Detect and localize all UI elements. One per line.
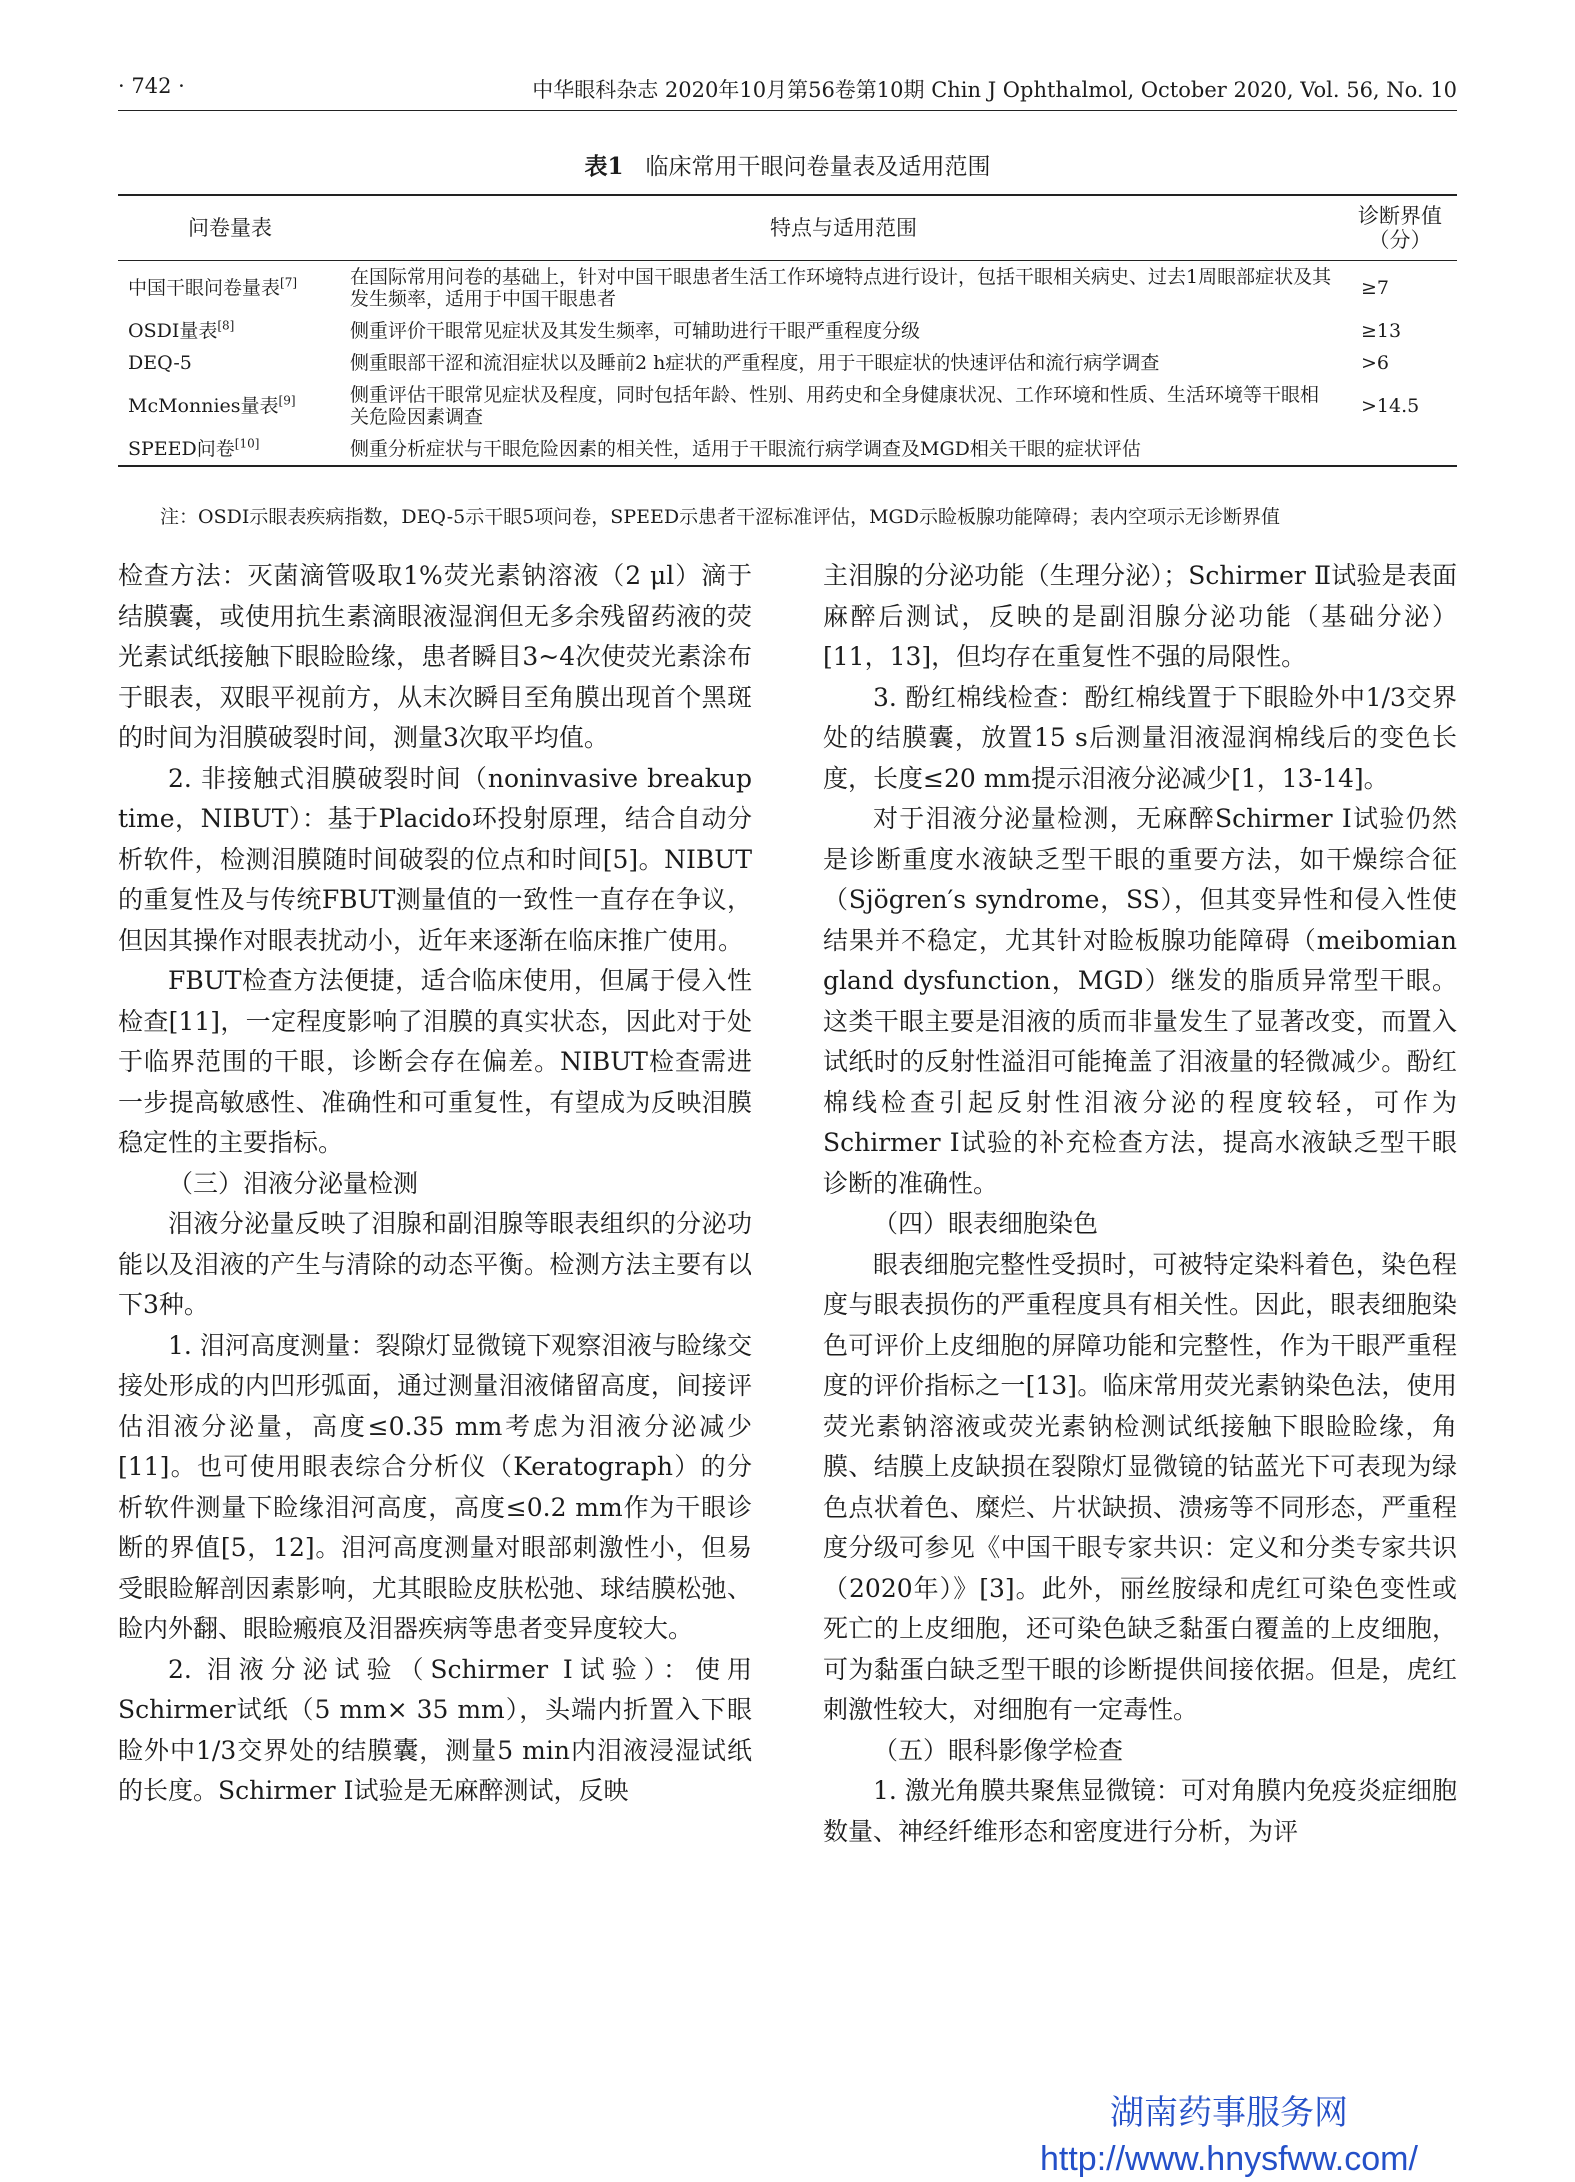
- table-row: [118, 433, 1457, 466]
- body-paragraph: 眼表细胞完整性受损时，可被特定染料着色，染色程度与眼表损伤的严重程度具有相关性。因此，眼表细胞染色可评价上皮细胞的屏障功能和完整性，作为干眼严重程度的评价指标之一[13]。临床常用荧光素钠染色法，使用荧光素钠溶液或荧光素钠检测试纸接触下眼睑睑缘，角膜、结膜上皮缺损在裂隙灯显微镜的钴蓝光下可表现为绿色点状着色、糜烂、片状缺损、溃疡等不同形态，严重程度分级可参见《中国干眼专家共识：定义和分类专家共识（2020年）》[3]。此外，丽丝胺绿和虎红可染色变性或死亡的上皮细胞，还可染色缺乏黏蛋白覆盖的上皮细胞，可为黏蛋白缺乏型干眼的诊断提供间接依据。但是，虎红刺激性较大，对细胞有一定毒性。: [823, 1249, 1457, 1724]
- watermark-url: http://www.hnysfww.com/: [1040, 2140, 1418, 2178]
- journal-citation: 中华眼科杂志 2020年10月第56卷第10期 Chin J Ophthalmol, October 2020, Vol. 56, No. 10: [532, 78, 1457, 102]
- header-cutoff: 诊断界值（分）: [1343, 195, 1457, 261]
- questionnaire-name: [118, 347, 344, 379]
- running-header: [118, 70, 1457, 111]
- header-questionnaire: 问卷量表: [118, 195, 344, 261]
- questionnaire-name: [118, 261, 344, 316]
- table-label: 表1: [584, 153, 624, 180]
- questionnaire-name-text: McMonnies量表: [128, 395, 279, 417]
- page-number: · 742 ·: [118, 74, 185, 98]
- table-title: 临床常用干眼问卷量表及适用范围: [645, 154, 991, 180]
- questionnaire-name: [118, 433, 344, 466]
- body-paragraph: 1. 激光角膜共聚焦显微镜：可对角膜内免疫炎症细胞数量、神经纤维形态和密度进行分析，为评: [823, 1776, 1457, 1846]
- questionnaire-name-text: DEQ-5: [128, 352, 192, 374]
- questionnaire-description: 侧重评估干眼常见症状及程度，同时包括年龄、性别、用药史和全身健康状况、工作环境和性质、生活环境等干眼相关危险因素调查: [350, 384, 1320, 428]
- table-row: [118, 347, 1457, 379]
- citation-ref: [9]: [278, 393, 296, 408]
- left-column: [118, 556, 752, 1812]
- questionnaire-description: 侧重眼部干涩和流泪症状以及睡前2 h症状的严重程度，用于干眼症状的快速评估和流行病学调查: [350, 352, 1160, 374]
- citation-ref: [10]: [234, 436, 260, 451]
- table-row: [118, 261, 1457, 316]
- body-paragraph: 主泪腺的分泌功能（生理分泌）；Schirmer Ⅱ试验是表面麻醉后测试，反映的是副泪腺分泌功能（基础分泌）[11，13]，但均存在重复性不强的局限性。: [823, 561, 1457, 671]
- questionnaire-description: 侧重评价干眼常见症状及其发生频率，可辅助进行干眼严重程度分级: [350, 320, 921, 342]
- body-paragraph: 2. 泪液分泌试验（Schirmer Ⅰ试验）：使用Schirmer试纸（5 mm× 35 mm），头端内折置入下眼睑外中1/3交界处的结膜囊，测量5 min内泪液浸湿试纸的长度。Schirmer Ⅰ试验是无麻醉测试，反映: [118, 1654, 752, 1805]
- citation-ref: [7]: [280, 275, 298, 290]
- watermark-title: 湖南药事服务网: [1109, 2094, 1348, 2132]
- body-paragraph: 检查方法：灭菌滴管吸取1%荧光素钠溶液（2 μl）滴于结膜囊，或使用抗生素滴眼液湿润但无多余残留药液的荧光素试纸接触下眼睑睑缘，患者瞬目3~4次使荧光素涂布于眼表，双眼平视前方，从末次瞬目至角膜出现首个黑斑的时间为泪膜破裂时间，测量3次取平均值。: [118, 561, 752, 752]
- questionnaire-name: [118, 379, 344, 433]
- questionnaire-name-text: OSDI量表: [128, 320, 218, 342]
- header-features: 特点与适用范围: [344, 195, 1343, 261]
- table-note: 注：OSDI示眼表疾病指数，DEQ-5示干眼5项问卷，SPEED示患者干涩标准评估，MGD示睑板腺功能障碍；表内空项示无诊断界值: [160, 506, 1280, 528]
- questionnaire-cutoff: [1343, 433, 1457, 466]
- body-paragraph: 2. 非接触式泪膜破裂时间（noninvasive breakup time，NIBUT）：基于Placido环投射原理，结合自动分析软件，检测泪膜随时间破裂的位点和时间[5]。NIBUT的重复性及与传统FBUT测量值的一致性一直存在争议，但因其操作对眼表扰动小，近年来逐渐在临床推广使用。: [118, 763, 752, 955]
- body-paragraph: FBUT检查方法便捷，适合临床使用，但属于侵入性检查[11]，一定程度影响了泪膜的真实状态，因此对于处于临界范围的干眼，诊断会存在偏差。NIBUT检查需进一步提高敏感性、准确性和可重复性，有望成为反映泪膜稳定性的主要指标。: [118, 966, 752, 1157]
- body-paragraph: （四）眼表细胞染色: [873, 1209, 1099, 1238]
- right-column: [823, 556, 1457, 1852]
- questionnaire-name-text: SPEED问卷: [128, 438, 235, 460]
- questionnaire-cutoff: ≥13: [1361, 320, 1402, 342]
- table-caption: [0, 148, 1575, 181]
- body-paragraph: （三）泪液分泌量检测: [168, 1168, 419, 1198]
- citation-ref: [8]: [217, 318, 235, 333]
- body-paragraph: （五）眼科影像学检查: [873, 1735, 1124, 1765]
- body-paragraph: 对于泪液分泌量检测，无麻醉Schirmer Ⅰ试验仍然是诊断重度水液缺乏型干眼的重要方法，如干燥综合征（Sjögren′s syndrome，SS），但其变异性和侵入性使结果并不稳定，尤其针对睑板腺功能障碍（meibomian gland dysfunction，MGD）继发的脂质异常型干眼。这类干眼主要是泪液的质而非量发生了显著改变，而置入试纸时的反射性溢泪可能掩盖了泪液量的轻微减少。酚红棉线检查引起反射性泪液分泌的程度较轻，可作为Schirmer Ⅰ试验的补充检查方法，提高水液缺乏型干眼诊断的准确性。: [823, 804, 1457, 1198]
- questionnaire-cutoff: >6: [1361, 352, 1390, 374]
- body-paragraph: 泪液分泌量反映了泪腺和副泪腺等眼表组织的分泌功能以及泪液的产生与清除的动态平衡。检测方法主要有以下3种。: [118, 1209, 752, 1319]
- watermark: [1040, 2090, 1418, 2182]
- body-paragraph: 1. 泪河高度测量：裂隙灯显微镜下观察泪液与睑缘交接处形成的内凹形弧面，通过测量泪液储留高度，间接评估泪液分泌量，高度≤0.35 mm考虑为泪液分泌减少[11]。也可使用眼表综合分析仪（Keratograph）的分析软件测量下睑缘泪河高度，高度≤0.2 mm作为干眼诊断的界值[5，12]。泪河高度测量对眼部刺激性小，但易受眼睑解剖因素影响，尤其眼睑皮肤松弛、球结膜松弛、睑内外翻、眼睑瘢痕及泪器疾病等患者变异度较大。: [118, 1330, 752, 1643]
- body-paragraph: 3. 酚红棉线检查：酚红棉线置于下眼睑外中1/3交界处的结膜囊，放置15 s后测量泪液湿润棉线后的变色长度，长度≤20 mm提示泪液分泌减少[1，13-14]。: [823, 682, 1457, 793]
- questionnaire-description: 侧重分析症状与干眼危险因素的相关性，适用于干眼流行病学调查及MGD相关干眼的症状评估: [344, 433, 1343, 466]
- questionnaire-name: [118, 315, 344, 347]
- questionnaire-cutoff: ≥7: [1361, 277, 1390, 299]
- table-row: [118, 379, 1457, 433]
- table-header-row: [118, 195, 1457, 261]
- questionnaire-cutoff: >14.5: [1361, 395, 1420, 417]
- questionnaire-name-text: 中国干眼问卷量表: [128, 277, 281, 299]
- questionnaire-table: [118, 194, 1457, 467]
- table-row: [118, 315, 1457, 347]
- questionnaire-description: 在国际常用问卷的基础上，针对中国干眼患者生活工作环境特点进行设计，包括干眼相关病史、过去1周眼部症状及其发生频率，适用于中国干眼患者: [350, 266, 1332, 310]
